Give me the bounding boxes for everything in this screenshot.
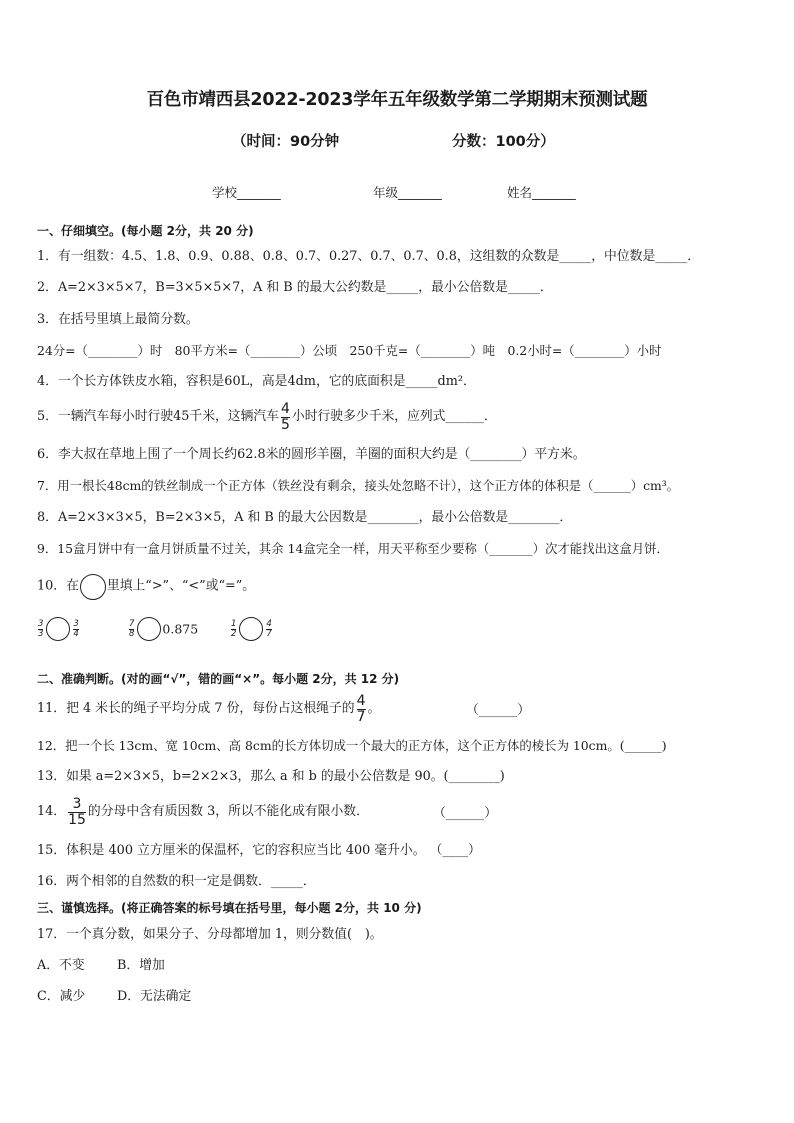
fraction-left [231, 620, 236, 639]
grade-field: 年级_______ [373, 185, 442, 200]
fraction-numerator: 4 [266, 618, 272, 629]
fraction-denominator: 5 [280, 416, 290, 433]
question-10-text-a: 10．在 [37, 578, 79, 594]
exam-time: （时间：90分钟 [232, 134, 340, 150]
fraction-numerator: 3 [72, 796, 82, 812]
fraction-4-7 [357, 694, 366, 724]
option-d: D．无法确定 [117, 989, 192, 1004]
fraction-denominator: 4 [73, 628, 79, 639]
compare-item-2 [127, 617, 198, 641]
question-1: 1．有一组数：4.5、1.8、0.9、0.88、0.8、0.7、0.27、0.7、0.7、0.8，这组数的众数是_____，中位数是_____． [37, 249, 701, 264]
question-11-answer: （______） [466, 703, 530, 718]
option-c: C．减少 [37, 989, 86, 1004]
question-14-answer: （______） [433, 806, 497, 821]
question-14-text-a: 14． [37, 803, 67, 819]
question-15: 15．体积是 400 立方厘米的保温杯，它的容积应当比 400 毫升小。 （____） [37, 843, 481, 858]
question-4: 4．一个长方体铁皮水箱，容积是60L，高是4dm，它的底面积是_____dm²． [37, 374, 476, 389]
question-9: 9．15盒月饼中有一盒月饼质量不过关，其余 14盒完全一样，用天平称至少要称（_______）次才能找出这盒月饼． [37, 541, 669, 556]
fraction-denominator: 3 [38, 628, 44, 639]
question-16: 16．两个相邻的自然数的积一定是偶数．_____． [37, 874, 316, 889]
exam-score: 分数：100分） [452, 134, 555, 150]
fraction-numerator: 4 [356, 693, 366, 709]
question-14 [37, 797, 369, 827]
question-3-blanks: 24分=（________）时 80平方米=（________）公顷 250千克=（________）吨 0.2小时=（________）小时 [37, 343, 662, 358]
question-5-text-b: 小时行驶多少千米，应列式______． [291, 408, 497, 424]
fraction-right [266, 620, 271, 639]
question-8: 8．A=2×3×3×5，B=2×3×5，A 和 B 的最大公因数是________，最小公倍数是________． [37, 510, 573, 525]
fraction-numerator: 4 [280, 401, 290, 417]
question-11-text-a: 11．把 4 米长的绳子平均分成 7 份，每份占这根绳子的 [37, 700, 355, 716]
question-14-text-b: 的分母中含有质因数 3，所以不能化成有限小数． [87, 803, 369, 819]
fraction-numerator: 1 [231, 618, 237, 629]
question-13: 13．如果 a=2×3×5，b=2×2×3，那么 a 和 b 的最小公倍数是 90。(________) [37, 769, 505, 784]
fraction-3-15 [68, 797, 86, 827]
fraction-numerator: 3 [73, 618, 79, 629]
question-7: 7．用一根长48cm的铁丝制成一个正方体（铁丝没有剩余，接头处忽略不计），这个正方体的体积是（______）cm³。 [37, 478, 680, 493]
fraction-denominator: 2 [231, 628, 237, 639]
question-2: 2．A=2×3×5×7，B=3×5×5×7，A 和 B 的最大公约数是_____，最小公倍数是_____． [37, 280, 553, 295]
question-5-text-a: 5．一辆汽车每小时行驶45千米，这辆汽车 [37, 408, 279, 424]
section-2-title: 二、准确判断。(对的画“√”，错的画“×”。每小题 2分，共 12 分) [37, 672, 400, 686]
compare-circle-icon [80, 574, 106, 600]
question-3: 3．在括号里填上最简分数。 [37, 312, 199, 327]
fraction-numerator: 3 [38, 618, 44, 629]
option-b: B．增加 [117, 958, 165, 973]
section-3-title: 三、谨慎选择。(将正确答案的标号填在括号里，每小题 2分，共 10 分) [37, 901, 422, 915]
fraction-denominator: 8 [129, 628, 135, 639]
question-17: 17．一个真分数，如果分子、分母都增加 1，则分数值( )。 [37, 927, 383, 942]
fraction-denominator: 15 [68, 811, 86, 828]
option-a: A．不变 [37, 958, 85, 973]
fraction-left [129, 620, 134, 639]
fraction-left [38, 620, 43, 639]
decimal-value: 0.875 [162, 621, 199, 637]
question-6: 6．李大叔在草地上围了一个周长约62.8米的圆形羊圈，羊圈的面积大约是（________）平方米。 [37, 447, 586, 462]
section-1-title: 一、仔细填空。(每小题 2分，共 20 分) [37, 224, 254, 238]
fraction-numerator: 7 [129, 618, 135, 629]
question-11-text-b: 。 [367, 700, 381, 716]
fraction-denominator: 7 [356, 708, 366, 725]
compare-item-3 [229, 617, 274, 641]
compare-circle-icon[interactable] [137, 617, 161, 641]
compare-circle-icon[interactable] [239, 617, 263, 641]
question-10 [37, 574, 255, 600]
compare-circle-icon[interactable] [46, 617, 70, 641]
fraction-denominator: 7 [266, 628, 272, 639]
question-10-text-b: 里填上“>”、“<”或“=”。 [106, 578, 256, 594]
school-field: 学校_______ [212, 185, 281, 200]
compare-item-1 [36, 617, 81, 641]
name-field: 姓名_______ [507, 185, 576, 200]
question-12: 12．把一个长 13cm、宽 10cm、高 8cm的长方体切成一个最大的正方体，这个正方体的棱长为 10cm。(______) [37, 738, 667, 753]
question-11 [37, 694, 380, 724]
fraction-right [73, 620, 78, 639]
question-5 [37, 402, 497, 432]
fraction-4-5 [281, 402, 290, 432]
page-title: 百色市靖西县2022-2023学年五年级数学第二学期期末预测试题 [146, 90, 648, 110]
